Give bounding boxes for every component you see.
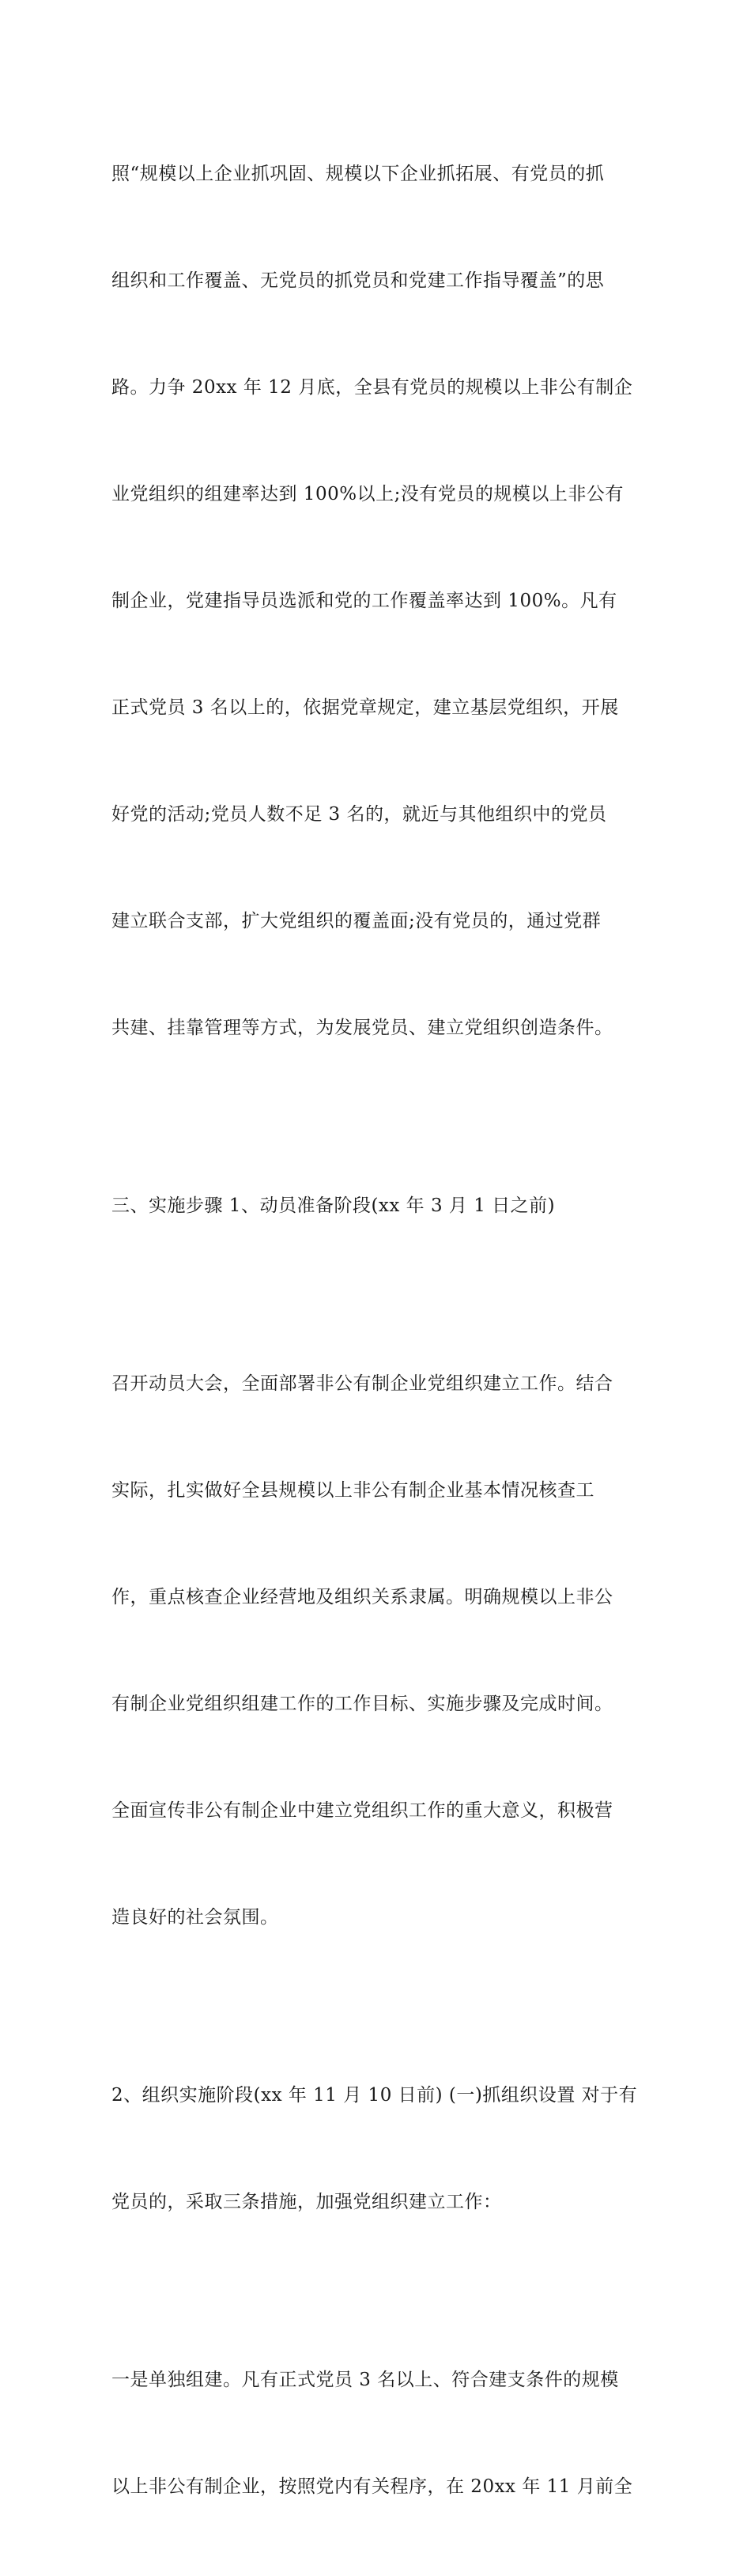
text-line: 组织和工作覆盖、无党员的抓党员和党建工作指导覆盖”的思 [111,270,605,291]
text-line: 共建、挂靠管理等方式，为发展党员、建立党组织创造条件。 [111,1018,613,1038]
text-line: 作，重点核查企业经营地及组织关系隶属。明确规模以上非公 [111,1587,613,1607]
paragraph-goals [111,85,649,1117]
text-line: 召开动员大会，全面部署非公有制企业党组织建立工作。结合 [111,1373,613,1394]
paragraph-independent-setup [111,2291,649,2576]
text-line: 三、实施步骤 1、动员准备阶段(xx 年 3 月 1 日之前) [111,1195,556,1216]
paragraph-implementation [111,2007,649,2291]
text-line: 有制企业党组织组建工作的工作目标、实施步骤及完成时间。 [111,1694,613,1714]
paragraph-preparation [111,1295,649,2007]
text-line: 党员的，采取三条措施，加强党组织建立工作： [111,2192,502,2212]
section-heading-steps [111,1117,649,1295]
text-line: 2、组织实施阶段(xx 年 11 月 10 日前) (一)抓组织设置 对于有 [111,2085,638,2106]
text-line: 正式党员 3 名以上的，依据党章规定，建立基层党组织，开展 [111,697,619,718]
text-line: 实际，扎实做好全县规模以上非公有制企业基本情况核查工 [111,1480,594,1501]
text-line: 路。力争 20xx 年 12 月底，全县有党员的规模以上非公有制企 [111,377,633,398]
text-line: 以上非公有制企业，按照党内有关程序，在 20xx 年 11 月前全 [111,2476,633,2497]
text-line: 照“规模以上企业抓巩固、规模以下企业抓拓展、有党员的抓 [111,164,605,184]
text-line: 建立联合支部，扩大党组织的覆盖面;没有党员的，通过党群 [111,911,602,931]
text-line: 造良好的社会氛围。 [111,1907,279,1928]
text-line: 一是单独组建。凡有正式党员 3 名以上、符合建支条件的规模 [111,2370,619,2390]
document-page [111,85,649,2576]
text-line: 业党组织的组建率达到 100%以上;没有党员的规模以上非公有 [111,484,624,504]
text-line: 制企业，党建指导员选派和党的工作覆盖率达到 100%。凡有 [111,591,617,611]
text-line: 全面宣传非公有制企业中建立党组织工作的重大意义，积极营 [111,1800,613,1821]
text-line: 好党的活动;党员人数不足 3 名的，就近与其他组织中的党员 [111,804,607,825]
